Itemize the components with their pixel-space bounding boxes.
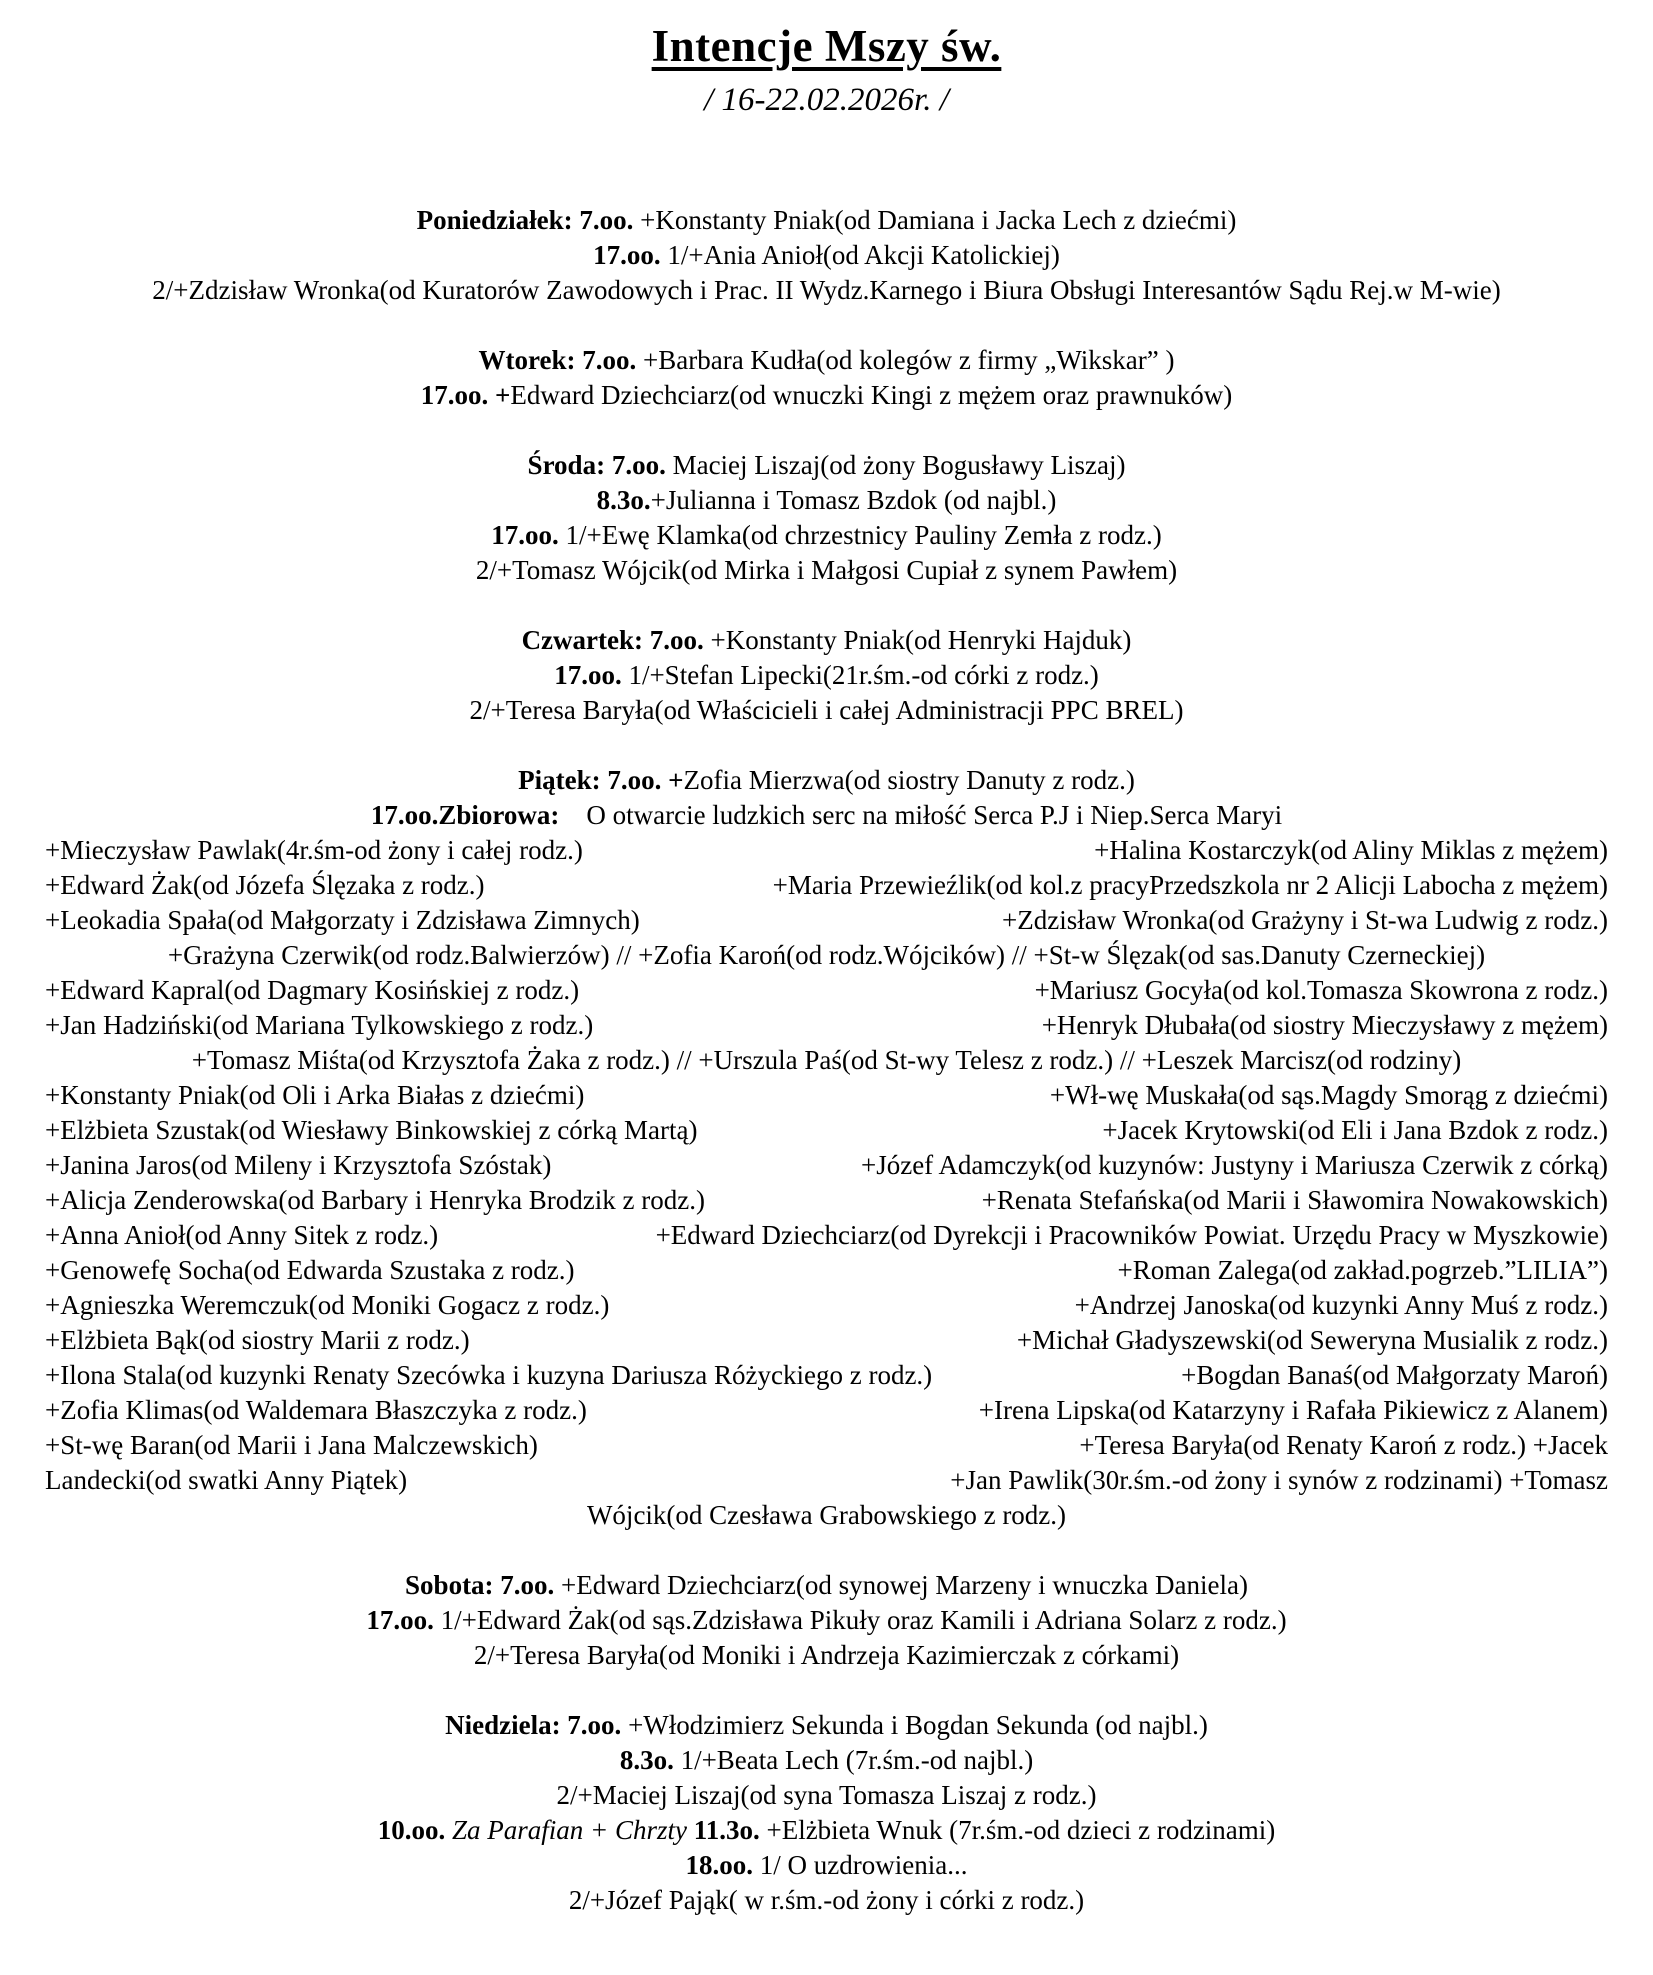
intention-row-center xyxy=(45,938,1608,973)
intention-line xyxy=(45,518,1608,553)
intention-left: +Konstanty Pniak(od Oli i Arka Białas z dziećmi) xyxy=(45,1080,585,1110)
day-block-sobota xyxy=(45,1568,1608,1673)
intention-left: +Janina Jaros(od Mileny i Krzysztofa Szóstak) xyxy=(45,1150,552,1180)
intention-line xyxy=(45,623,1608,658)
day-block-poniedzialek xyxy=(45,203,1608,308)
intention-right: +Roman Zalega(od zakład.pogrzeb.”LILIA”) xyxy=(1117,1255,1608,1285)
intention-line xyxy=(45,1813,1608,1848)
text-segment: 1/+Ania Anioł(od Akcji Katolickiej) xyxy=(660,240,1060,270)
intention-right: +Wł-wę Muskała(od sąs.Magdy Smorąg z dziećmi) xyxy=(1049,1080,1608,1110)
page-title-text: Intencje Mszy św. xyxy=(651,21,1002,71)
text-segment: 17.oo. xyxy=(491,520,559,550)
intention-row xyxy=(45,1008,1608,1043)
intention-line xyxy=(45,203,1608,238)
text-segment: Wójcik(od Czesława Grabowskiego z rodz.) xyxy=(586,1500,1067,1530)
intention-right: +Michał Gładyszewski(od Seweryna Musialik z rodz.) xyxy=(1016,1325,1608,1355)
text-segment: 17.oo. + xyxy=(420,380,511,410)
text-segment: 8.3o. xyxy=(596,485,651,515)
intention-line xyxy=(45,1568,1608,1603)
text-segment: 10.oo. xyxy=(377,1815,446,1845)
text-segment: Edward Dziechciarz(od wnuczki Kingi z mężem oraz prawnuków) xyxy=(510,380,1233,410)
day-block-czwartek xyxy=(45,623,1608,728)
schedule-blocks xyxy=(45,203,1608,1918)
text-segment: 8.3o. xyxy=(619,1745,674,1775)
intention-right: +Halina Kostarczyk(od Aliny Miklas z mężem) xyxy=(1094,835,1608,865)
intention-left: Landecki(od swatki Anny Piątek) xyxy=(45,1465,408,1495)
intention-right: +Irena Lipska(od Katarzyny i Rafała Pikiewicz z Alanem) xyxy=(978,1395,1608,1425)
intention-row xyxy=(45,833,1608,868)
text-segment: 2/+Zdzisław Wronka(od Kuratorów Zawodowych i Prac. II Wydz.Karnego i Biura Obsługi Interesantów Sądu Rej.w M-wie) xyxy=(152,275,1501,305)
intention-left: +Elżbieta Szustak(od Wiesławy Binkowskiej z córką Martą) xyxy=(45,1115,698,1145)
text-segment: Niedziela: 7.oo. xyxy=(445,1710,622,1740)
day-block-sroda xyxy=(45,448,1608,588)
intention-left: +Genowefę Socha(od Edwarda Szustaka z rodz.) xyxy=(45,1255,575,1285)
text-segment: 2/+Tomasz Wójcik(od Mirka i Małgosi Cupiał z synem Pawłem) xyxy=(475,555,1178,585)
text-segment: Piątek: 7.oo. + xyxy=(518,765,684,795)
text-segment: Za Parafian + Chrzty xyxy=(445,1815,694,1845)
intention-line xyxy=(45,798,1608,833)
text-segment: Maciej Liszaj(od żony Bogusławy Liszaj) xyxy=(665,450,1126,480)
intention-right: +Jan Pawlik(30r.śm.-od żony i synów z rodzinami) +Tomasz xyxy=(950,1465,1608,1495)
intention-right: +Henryk Dłubała(od siostry Mieczysławy z mężem) xyxy=(1041,1010,1608,1040)
intention-left: +Leokadia Spała(od Małgorzaty i Zdzisława Zimnych) xyxy=(45,905,640,935)
text-segment: +Tomasz Miśta(od Krzysztofa Żaka z rodz.) // +Urszula Paś(od St-wy Telesz z rodz.) // +Leszek Marcisz(od rodziny) xyxy=(191,1045,1462,1075)
intention-right: +Zdzisław Wronka(od Grażyny i St-wa Ludwig z rodz.) xyxy=(1002,905,1608,935)
intention-row xyxy=(45,1218,1608,1253)
intention-row xyxy=(45,1288,1608,1323)
intention-row xyxy=(45,1183,1608,1218)
text-segment: 17.oo. xyxy=(593,240,661,270)
intention-right: +Renata Stefańska(od Marii i Sławomira Nowakowskich) xyxy=(981,1185,1608,1215)
intention-right: +Bogdan Banaś(od Małgorzaty Maroń) xyxy=(1181,1360,1608,1390)
text-segment: 1/+Ewę Klamka(od chrzestnicy Pauliny Zemła z rodz.) xyxy=(558,520,1162,550)
intention-left: +St-wę Baran(od Marii i Jana Malczewskich) xyxy=(45,1430,538,1460)
intention-line xyxy=(45,553,1608,588)
intention-row xyxy=(45,1253,1608,1288)
text-segment: +Edward Dziechciarz(od synowej Marzeny i wnuczka Daniela) xyxy=(554,1570,1248,1600)
intention-right: +Józef Adamczyk(od kuzynów: Justyny i Mariusza Czerwik z córką) xyxy=(860,1150,1608,1180)
intention-line xyxy=(45,448,1608,483)
intention-row xyxy=(45,868,1608,903)
text-segment: 1/+Beata Lech (7r.śm.-od najbl.) xyxy=(673,1745,1034,1775)
intention-line xyxy=(45,483,1608,518)
intention-left: +Agnieszka Weremczuk(od Moniki Gogacz z rodz.) xyxy=(45,1290,610,1320)
text-segment: 1/ O uzdrowienia... xyxy=(753,1850,968,1880)
date-range: / 16-22.02.2026r. / xyxy=(704,82,949,118)
day-block-niedziela xyxy=(45,1708,1608,1918)
text-segment: Sobota: 7.oo. xyxy=(405,1570,555,1600)
intention-row xyxy=(45,1148,1608,1183)
text-segment: 2/+Teresa Baryła(od Właścicieli i całej Administracji PPC BREL) xyxy=(469,695,1184,725)
text-segment: +Włodzimierz Sekunda i Bogdan Sekunda (od najbl.) xyxy=(621,1710,1208,1740)
intention-left: +Ilona Stala(od kuzynki Renaty Szecówka i kuzyna Dariusza Różyckiego z rodz.) xyxy=(45,1360,933,1390)
intention-right: +Maria Przewieźlik(od kol.z pracyPrzedszkola nr 2 Alicji Labocha z mężem) xyxy=(772,870,1608,900)
intention-row xyxy=(45,1323,1608,1358)
text-segment: 17.oo. xyxy=(366,1605,434,1635)
intention-left: +Mieczysław Pawlak(4r.śm-od żony i całej rodz.) xyxy=(45,835,583,865)
intention-left: +Edward Żak(od Józefa Ślęzaka z rodz.) xyxy=(45,870,485,900)
intention-line xyxy=(45,238,1608,273)
text-segment: 11.3o. xyxy=(693,1815,760,1845)
intention-left: +Edward Kapral(od Dagmary Kosińskiej z rodz.) xyxy=(45,975,580,1005)
text-segment: Środa: 7.oo. xyxy=(527,450,666,480)
text-segment: Wtorek: 7.oo. xyxy=(478,345,637,375)
intention-right: +Andrzej Janoska(od kuzynki Anny Muś z rodz.) xyxy=(1074,1290,1608,1320)
intention-line xyxy=(45,1743,1608,1778)
text-segment: +Barbara Kudła(od kolegów z firmy „Wikskar” ) xyxy=(636,345,1175,375)
text-segment: Poniedziałek: 7.oo. xyxy=(416,205,634,235)
intention-line xyxy=(45,1848,1608,1883)
text-segment: 2/+Teresa Baryła(od Moniki i Andrzeja Kazimierczak z córkami) xyxy=(473,1640,1180,1670)
intention-line xyxy=(45,1778,1608,1813)
text-segment: Zofia Mierzwa(od siostry Danuty z rodz.) xyxy=(683,765,1135,795)
intention-row xyxy=(45,903,1608,938)
intention-row xyxy=(45,973,1608,1008)
intention-line xyxy=(45,1603,1608,1638)
intention-left: +Jan Hadziński(od Mariana Tylkowskiego z rodz.) xyxy=(45,1010,594,1040)
text-segment: Czwartek: 7.oo. xyxy=(521,625,704,655)
intention-line xyxy=(45,273,1608,308)
intention-right: +Teresa Baryła(od Renaty Karoń z rodz.) +Jacek xyxy=(1079,1430,1608,1460)
text-segment: +Elżbieta Wnuk (7r.śm.-od dzieci z rodzinami) xyxy=(759,1815,1276,1845)
intention-left: +Alicja Zenderowska(od Barbary i Henryka Brodzik z rodz.) xyxy=(45,1185,705,1215)
text-segment: 1/+Edward Żak(od sąs.Zdzisława Pikuły oraz Kamili i Adriana Solarz z rodz.) xyxy=(433,1605,1287,1635)
intention-line xyxy=(45,1883,1608,1918)
intention-line xyxy=(45,1708,1608,1743)
intention-row xyxy=(45,1078,1608,1113)
text-segment: O otwarcie ludzkich serc na miłość Serca P.J i Niep.Serca Maryi xyxy=(559,800,1283,830)
text-segment: 18.oo. xyxy=(685,1850,754,1880)
intention-row xyxy=(45,1358,1608,1393)
intention-line xyxy=(45,343,1608,378)
intention-left: +Anna Anioł(od Anny Sitek z rodz.) xyxy=(45,1220,439,1250)
text-segment: +Konstanty Pniak(od Damiana i Jacka Lech z dziećmi) xyxy=(633,205,1237,235)
day-block-piatek xyxy=(45,763,1608,1533)
text-segment: 1/+Stefan Lipecki(21r.śm.-od córki z rodz.) xyxy=(621,660,1099,690)
text-segment: +Konstanty Pniak(od Henryki Hajduk) xyxy=(703,625,1132,655)
intention-row-center xyxy=(45,1043,1608,1078)
text-segment: 17.oo.Zbiorowa: xyxy=(370,800,560,830)
text-segment: 17.oo. xyxy=(554,660,622,690)
intention-line xyxy=(45,658,1608,693)
intention-right: +Edward Dziechciarz(od Dyrekcji i Pracowników Powiat. Urzędu Pracy w Myszkowie) xyxy=(655,1220,1608,1250)
intention-line xyxy=(45,763,1608,798)
intention-left: +Zofia Klimas(od Waldemara Błaszczyka z rodz.) xyxy=(45,1395,587,1425)
intention-line xyxy=(45,1638,1608,1673)
intention-row xyxy=(45,1463,1608,1498)
intention-row xyxy=(45,1113,1608,1148)
intention-row xyxy=(45,1428,1608,1463)
intention-left: +Elżbieta Bąk(od siostry Marii z rodz.) xyxy=(45,1325,470,1355)
page-title xyxy=(45,20,1608,72)
intention-right: +Mariusz Gocyła(od kol.Tomasza Skowrona z rodz.) xyxy=(1034,975,1608,1005)
intention-row-center xyxy=(45,1498,1608,1533)
intention-row xyxy=(45,1393,1608,1428)
intention-line xyxy=(45,693,1608,728)
day-block-wtorek xyxy=(45,343,1608,413)
text-segment: 2/+Józef Pająk( w r.śm.-od żony i córki z rodz.) xyxy=(568,1885,1085,1915)
text-segment: +Grażyna Czerwik(od rodz.Balwierzów) // +Zofia Karoń(od rodz.Wójcików) // +St-w Ślęzak(od sas.Danuty Czerneckiej) xyxy=(167,940,1486,970)
text-segment: 2/+Maciej Liszaj(od syna Tomasza Liszaj z rodz.) xyxy=(556,1780,1097,1810)
intention-right: +Jacek Krytowski(od Eli i Jana Bzdok z rodz.) xyxy=(1102,1115,1608,1145)
text-segment: +Julianna i Tomasz Bzdok (od najbl.) xyxy=(650,485,1057,515)
intention-line xyxy=(45,378,1608,413)
